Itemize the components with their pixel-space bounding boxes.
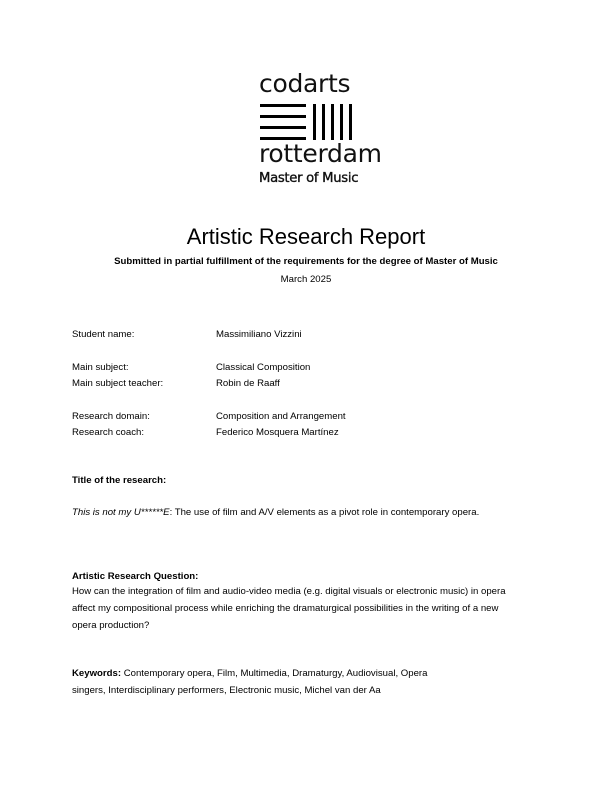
detail-value: Composition and Arrangement (216, 411, 346, 422)
research-title-italic: This is not my U******E (72, 507, 170, 518)
logo-word-rotterdam: rotterdam (259, 139, 382, 168)
research-question-line: How can the integration of film and audio-video media (e.g. digital visuals or electronic music) in opera (72, 586, 506, 597)
detail-value: Robin de Raaff (216, 378, 280, 389)
keywords-label: Keywords: (72, 668, 122, 679)
codarts-lines-mark-icon (260, 104, 354, 140)
detail-label: Student name: (72, 329, 135, 340)
detail-label: Main subject teacher: (72, 378, 164, 389)
research-question-line: affect my compositional process while enriching the dramaturgical possibilities in the writing of a new (72, 603, 499, 614)
detail-label: Main subject: (72, 362, 129, 373)
research-title-heading: Title of the research: (72, 475, 167, 486)
research-title-rest: : The use of film and A/V elements as a pivot role in contemporary opera. (169, 507, 480, 518)
research-title-text (72, 504, 479, 521)
keywords-line: Contemporary opera, Film, Multimedia, Dramaturgy, Audiovisual, Opera (121, 668, 428, 679)
detail-label: Research coach: (72, 427, 144, 438)
research-question-line: opera production? (72, 620, 150, 631)
research-question-text (72, 583, 506, 634)
detail-value: Federico Mosquera Martínez (216, 427, 339, 438)
report-date: March 2025 (280, 274, 332, 285)
research-question-heading: Artistic Research Question: (72, 571, 199, 582)
detail-label: Research domain: (72, 411, 150, 422)
report-subtitle: Submitted in partial fulfillment of the requirements for the degree of Master of Music (114, 256, 498, 267)
logo-word-codarts: codarts (259, 69, 351, 98)
detail-value: Massimiliano Vizzini (216, 329, 302, 340)
logo-subtitle: Master of Music (259, 171, 359, 186)
detail-value: Classical Composition (216, 362, 311, 373)
keywords-section (72, 665, 427, 699)
keywords-line: singers, Interdisciplinary performers, Electronic music, Michel van der Aa (72, 685, 381, 696)
report-title: Artistic Research Report (186, 224, 426, 249)
